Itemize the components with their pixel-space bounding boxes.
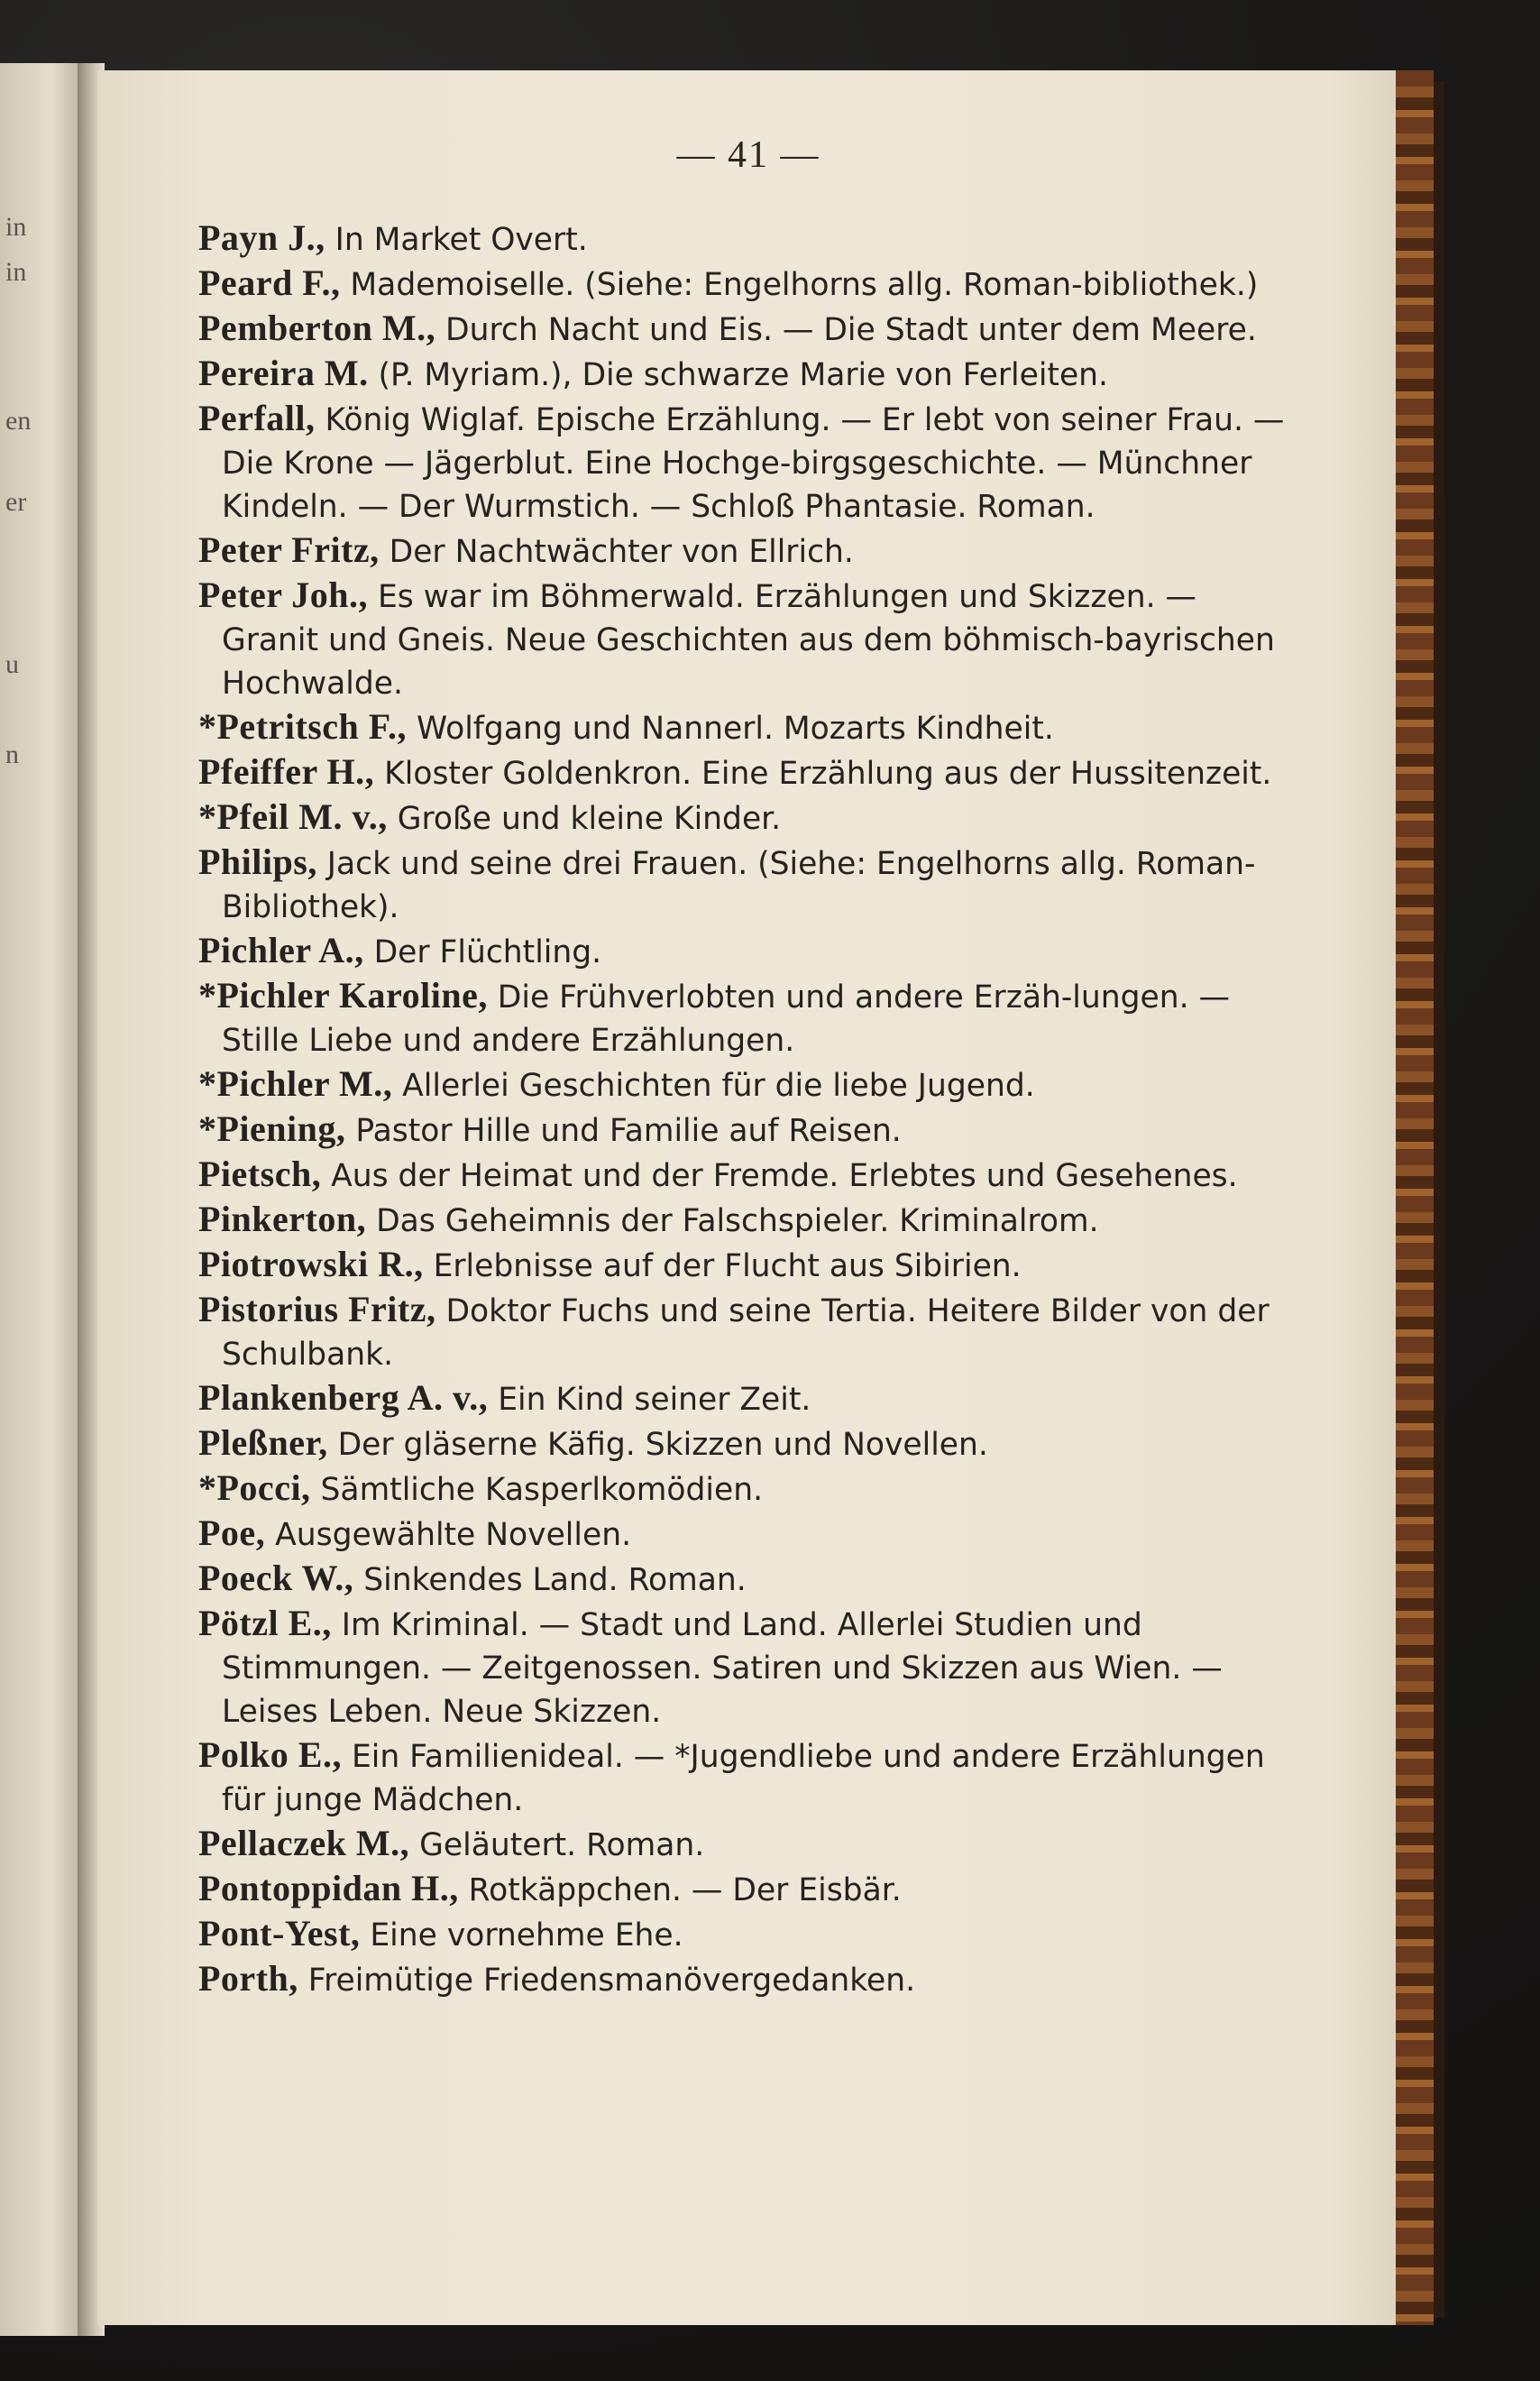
marbled-page-edge <box>1396 70 1434 2325</box>
catalog-entry <box>198 1288 1298 1376</box>
author-name: Perfall, <box>198 398 316 438</box>
work-titles: Mademoiselle. (Siehe: Engelhorns allg. Roman-bibliothek.) <box>340 267 1259 303</box>
author-name: Pietsch, <box>198 1154 322 1194</box>
work-titles: Aus der Heimat und der Fremde. Erlebtes und Gesehenes. <box>321 1158 1238 1194</box>
page-number: — 41 — <box>676 134 820 176</box>
entry-list <box>198 216 1298 2002</box>
author-name: Philips, <box>198 841 317 882</box>
author-name: *Piening, <box>198 1108 346 1149</box>
work-titles: Jack und seine drei Frauen. (Siehe: Engelhorns allg. Roman-Bibliothek). <box>222 846 1256 925</box>
author-name: Pemberton M., <box>198 308 436 348</box>
work-titles: Es war im Böhmerwald. Erzählungen und Skizzen. — Granit und Gneis. Neue Geschichten aus dem böhmisch-bayrischen Hochwalde. <box>222 579 1275 702</box>
work-titles: Freimütige Friedensmanövergedanken. <box>298 1963 916 1999</box>
work-titles: Pastor Hille und Familie auf Reisen. <box>345 1113 902 1149</box>
author-name: Pinkerton, <box>198 1199 367 1239</box>
author-name: Piotrowski R., <box>198 1244 424 1284</box>
work-titles: Rotkäppchen. — Der Eisbär. <box>458 1872 902 1908</box>
author-name: Polko E., <box>198 1734 342 1775</box>
author-name: Porth, <box>198 1958 298 1999</box>
work-titles: Wolfgang und Nannerl. Mozarts Kindheit. <box>407 711 1054 747</box>
catalog-entry <box>198 397 1298 529</box>
author-name: Pistorius Fritz, <box>198 1289 436 1329</box>
catalog-entry <box>198 1198 1298 1243</box>
left-page-edge <box>0 63 86 2336</box>
author-name: Pichler A., <box>198 930 364 970</box>
catalog-entry <box>198 1957 1298 2002</box>
catalog-entry <box>198 1867 1298 1912</box>
catalog-entry <box>198 1512 1298 1557</box>
work-titles: Der Nachtwächter von Ellrich. <box>379 534 854 570</box>
author-name: Pereira M. <box>198 353 369 393</box>
work-titles: König Wiglaf. Epische Erzählung. — Er lebt von seiner Frau. — Die Krone — Jägerblut. Eine Hochge-birgsgeschichte. — Münchner Kindeln. — Der Wurmstich. — Schloß Phantasie. Roman. <box>222 402 1285 525</box>
catalog-entry <box>198 1557 1298 1602</box>
author-name: Pfeiffer H., <box>198 751 375 792</box>
catalog-entry <box>198 1421 1298 1466</box>
author-name: Peard F., <box>198 262 341 303</box>
catalog-entry <box>198 216 1298 262</box>
work-titles: Allerlei Geschichten für die liebe Jugend. <box>392 1068 1035 1104</box>
work-titles: Ein Kind seiner Zeit. <box>488 1382 811 1418</box>
catalog-entry <box>198 705 1298 750</box>
work-titles: Doktor Fuchs und seine Tertia. Heitere Bilder von der Schulbank. <box>222 1293 1270 1373</box>
catalog-entry <box>198 352 1298 397</box>
catalog-entry <box>198 1153 1298 1198</box>
catalog-entry <box>198 1376 1298 1421</box>
work-titles: Die Frühverlobten und andere Erzäh-lungen. — Stille Liebe und andere Erzählungen. <box>222 979 1231 1059</box>
author-name: Pontoppidan H., <box>198 1868 459 1908</box>
work-titles: Eine vornehme Ehe. <box>360 1917 683 1954</box>
catalog-entry <box>198 929 1298 974</box>
catalog-entry <box>198 1822 1298 1867</box>
left-page-fragment: in <box>5 257 27 287</box>
catalog-entry <box>198 1602 1298 1733</box>
author-name: Peter Fritz, <box>198 529 380 570</box>
author-name: *Pichler Karoline, <box>198 975 488 1016</box>
author-name: Pleßner, <box>198 1422 328 1463</box>
left-page-fragment: n <box>5 740 19 769</box>
catalog-entry <box>198 574 1298 705</box>
work-titles: Große und kleine Kinder. <box>387 801 782 837</box>
author-name: Pont-Yest, <box>198 1913 361 1954</box>
cover-edge <box>1434 81 1444 2318</box>
work-titles: Das Geheimnis der Falschspieler. Kriminalrom. <box>366 1203 1099 1239</box>
work-titles: Ausgewählte Novellen. <box>265 1517 632 1553</box>
author-name: *Petritsch F., <box>198 706 408 747</box>
work-titles: Im Kriminal. — Stadt und Land. Allerlei Studien und Stimmungen. — Zeitgenossen. Satiren und Skizzen aus Wien. — Leises Leben. Neue Skizzen. <box>222 1607 1223 1730</box>
work-titles: Durch Nacht und Eis. — Die Stadt unter dem Meere. <box>435 312 1257 348</box>
work-titles: Erlebnisse auf der Flucht aus Sibirien. <box>423 1248 1022 1284</box>
left-page-fragment: in <box>5 212 27 242</box>
author-name: *Pichler M., <box>198 1063 393 1104</box>
catalog-entry <box>198 1466 1298 1512</box>
author-name: *Pfeil M. v., <box>198 796 388 837</box>
author-name: Pellaczek M., <box>198 1823 410 1863</box>
catalog-entry <box>198 1243 1298 1288</box>
work-titles: Der gläserne Käfig. Skizzen und Novellen. <box>327 1427 988 1463</box>
catalog-entry <box>198 1912 1298 1957</box>
catalog-entry <box>198 795 1298 841</box>
catalog-entry <box>198 307 1298 352</box>
author-name: *Pocci, <box>198 1467 311 1508</box>
catalog-entry <box>198 529 1298 574</box>
author-name: Pötzl E., <box>198 1603 332 1643</box>
catalog-entry <box>198 1108 1298 1153</box>
author-name: Plankenberg A. v., <box>198 1377 489 1418</box>
author-name: Payn J., <box>198 217 325 258</box>
left-page-fragment: er <box>5 487 27 517</box>
left-page-fragment: en <box>5 406 32 436</box>
catalog-entry <box>198 841 1298 929</box>
author-name: Poe, <box>198 1512 266 1553</box>
work-titles: Sämtliche Kasperlkomödien. <box>310 1472 764 1508</box>
author-name: Poeck W., <box>198 1558 354 1598</box>
catalog-entry <box>198 750 1298 795</box>
work-titles: Ein Familienideal. — *Jugendliebe und andere Erzählungen für junge Mädchen. <box>222 1739 1265 1818</box>
work-titles: In Market Overt. <box>325 222 588 258</box>
author-name: Peter Joh., <box>198 575 369 615</box>
catalog-entry <box>198 974 1298 1062</box>
left-page-fragment: u <box>5 649 19 679</box>
catalog-entry <box>198 262 1298 307</box>
catalog-entry <box>198 1062 1298 1108</box>
work-titles: Der Flüchtling. <box>363 934 602 970</box>
work-titles: Sinkendes Land. Roman. <box>353 1562 747 1598</box>
work-titles: Geläutert. Roman. <box>409 1827 705 1863</box>
work-titles: Kloster Goldenkron. Eine Erzählung aus der Hussitenzeit. <box>374 756 1272 792</box>
catalog-entry <box>198 1733 1298 1822</box>
work-titles: (P. Myriam.), Die schwarze Marie von Ferleiten. <box>368 357 1109 393</box>
